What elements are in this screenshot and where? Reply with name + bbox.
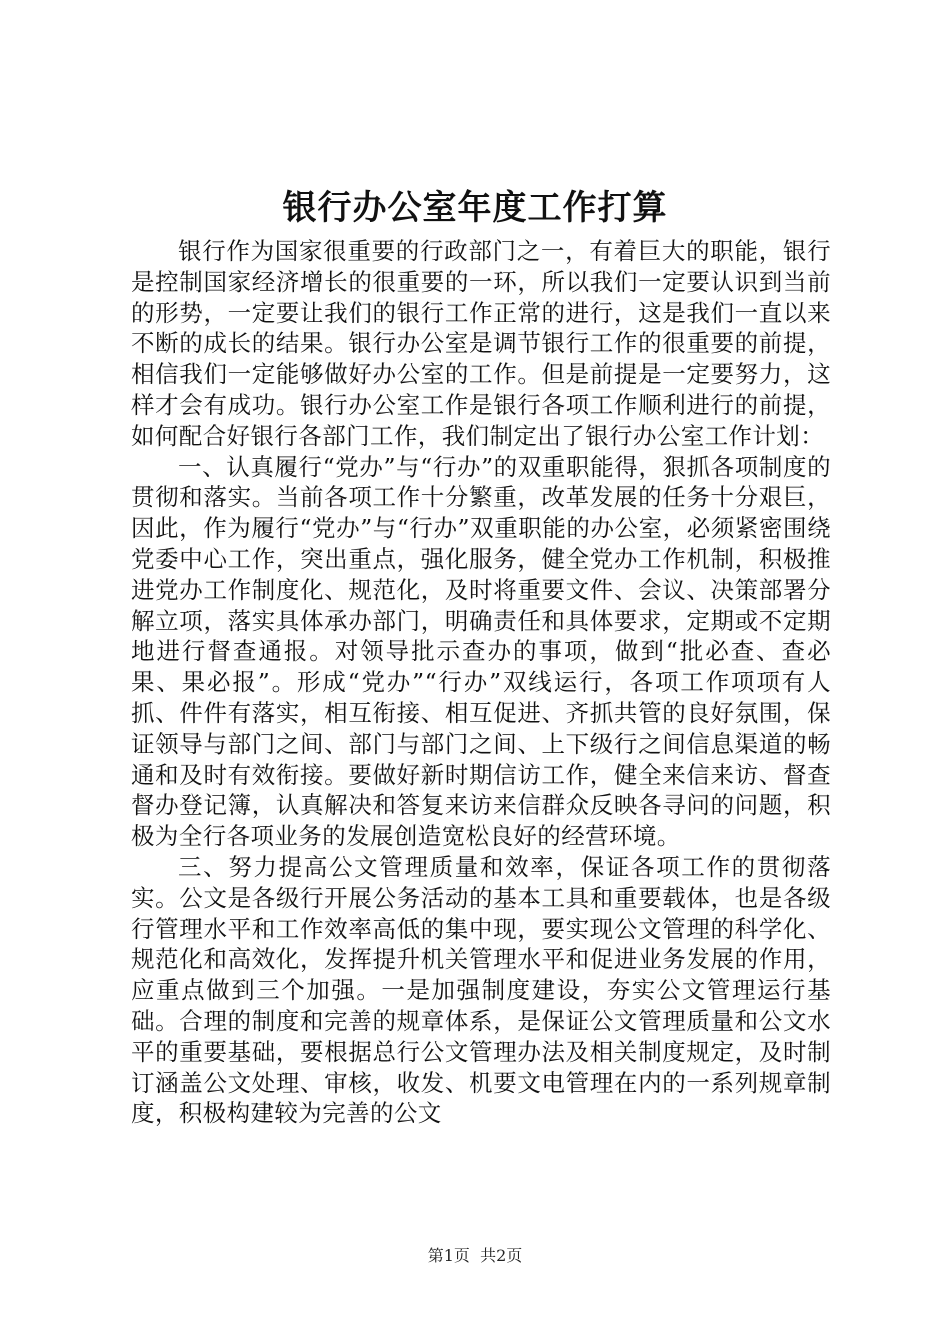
paragraph-section-three: 三、努力提高公文管理质量和效率，保证各项工作的贯彻落实。公文是各级行开展公务活动的基本工具和重要载体，也是各级行管理水平和工作效率高低的集中现，要实现公文管理的科学化、规范化和高效化，发挥提升机关管理水平和促进业务发展的作用，应重点做到三个加强。一是加强制度建设，夯实公文管理运行基础。合理的制度和完善的规章体系，是保证公文管理质量和公文水平的重要基础，要根据总行公文管理办法及相关制度规定，及时制订涵盖公文处理、审核，收发、机要文电管理在内的一系列规章制度，积极构建较为完善的公文 <box>131 852 831 1128</box>
paragraph-section-one: 一、认真履行“党办”与“行办”的双重职能得，狠抓各项制度的贯彻和落实。当前各项工作十分繁重，改革发展的任务十分艰巨，因此，作为履行“党办”与“行办”双重职能的办公室，必须紧密围绕党委中心工作，突出重点，强化服务，健全党办工作机制，积极推进党办工作制度化、规范化，及时将重要文件、会议、决策部署分解立项，落实具体承办部门，明确责任和具体要求，定期或不定期地进行督查通报。对领导批示查办的事项，做到“批必查、查必果、果必报”。形成“党办”“行办”双线运行，各项工作项项有人抓、件件有落实，相互衔接、相互促进、齐抓共管的良好氛围，保证领导与部门之间、部门与部门之间、上下级行之间信息渠道的畅通和及时有效衔接。要做好新时期信访工作，健全来信来访、督查督办登记簿，认真解决和答复来访来信群众反映各寻问的问题，积极为全行各项业务的发展创造宽松良好的经营环境。 <box>131 452 831 851</box>
document-title: 银行办公室年度工作打算 <box>282 188 668 228</box>
page-total: 共2页 <box>480 1246 523 1265</box>
footer-separator <box>470 1246 480 1265</box>
page-footer <box>0 1244 950 1268</box>
document-body <box>131 236 831 1129</box>
page-number: 第1页 <box>427 1246 470 1265</box>
paragraph-intro: 银行作为国家很重要的行政部门之一，有着巨大的职能，银行是控制国家经济增长的很重要的一环，所以我们一定要认识到当前的形势，一定要让我们的银行工作正常的进行，这是我们一直以来不断的成长的结果。银行办公室是调节银行工作的很重要的前提，相信我们一定能够做好办公室的工作。但是前提是一定要努力，这样才会有成功。银行办公室工作是银行各项工作顺利进行的前提，如何配合好银行各部门工作，我们制定出了银行办公室工作计划： <box>131 237 831 450</box>
